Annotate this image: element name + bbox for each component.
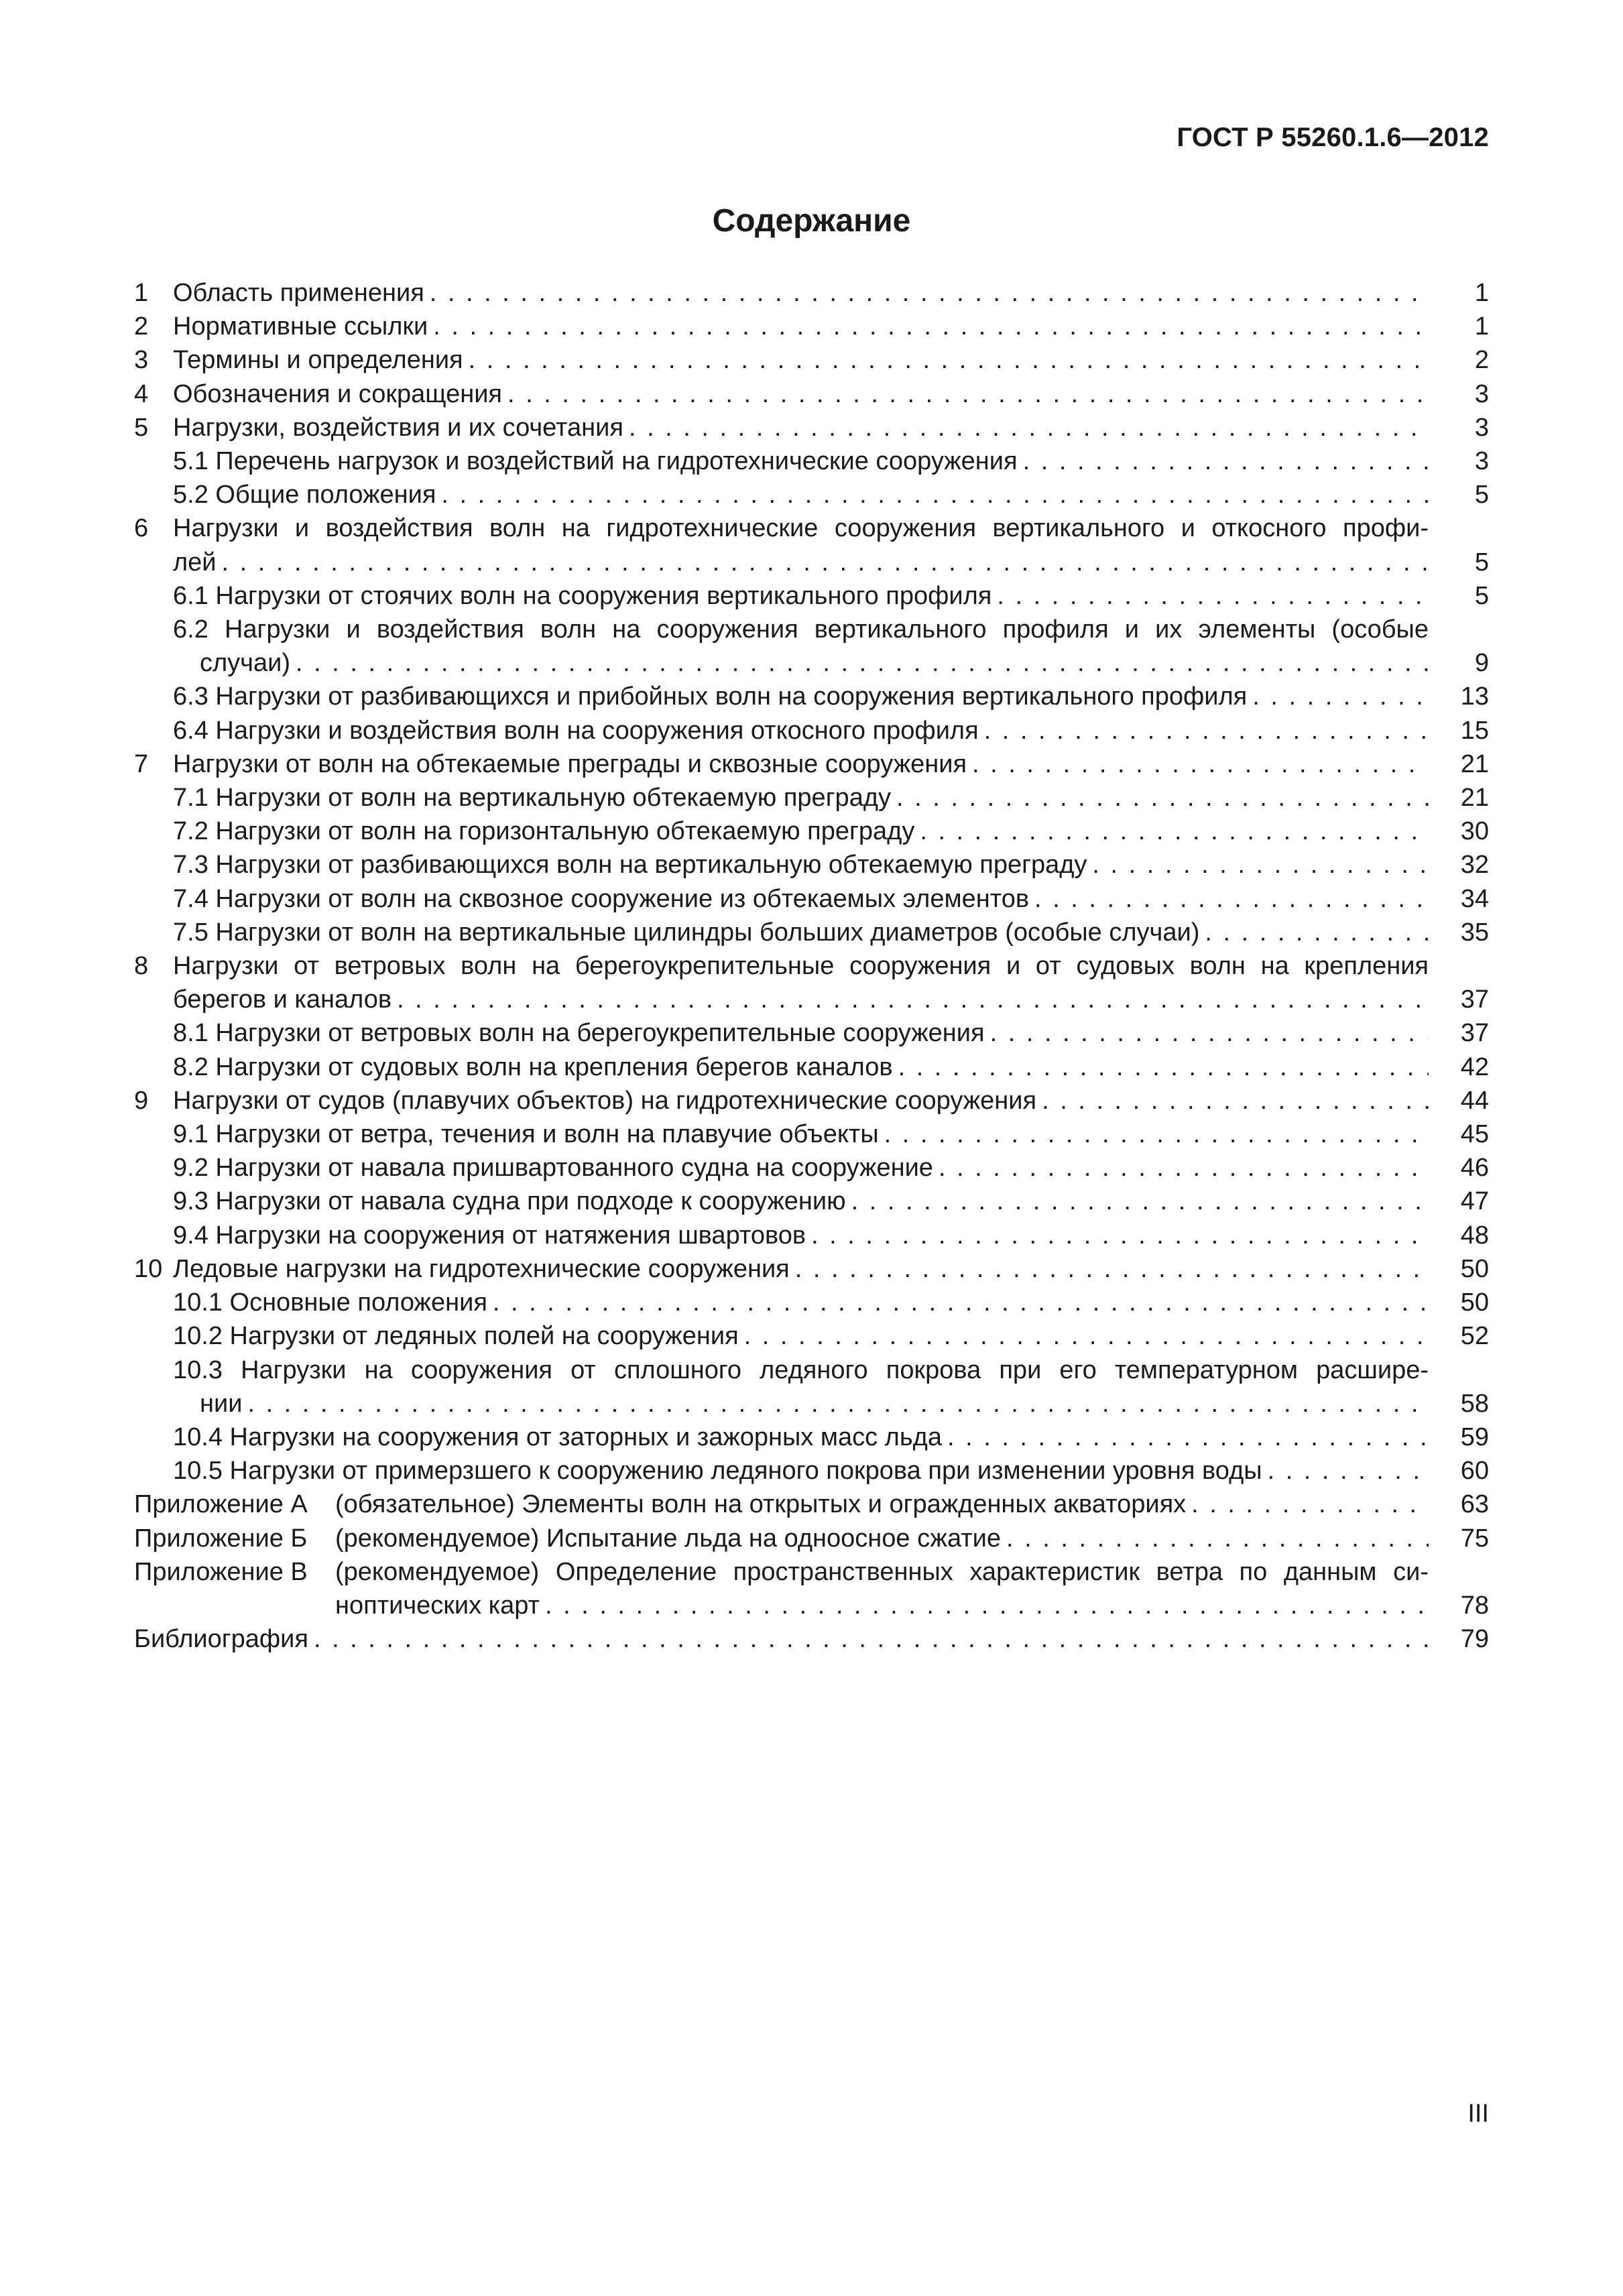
toc-page-number: 34	[1460, 884, 1489, 913]
toc-entry-title: 7.3 Нагрузки от разбивающихся волн на вертикальную обтекаемую преграду	[173, 851, 1087, 880]
toc-page-number: 79	[1460, 1625, 1489, 1654]
toc-dot-leader	[1018, 444, 1429, 478]
toc-dot-leader	[1029, 882, 1429, 916]
toc-dot-leader	[1036, 1084, 1429, 1117]
toc-entry-title: ноптических карт	[335, 1591, 540, 1620]
toc-entry-number: 8	[134, 952, 149, 981]
toc-entry[interactable]	[134, 1084, 1489, 1117]
toc-entry-title: 10.5 Нагрузки от примерзшего к сооружению ледяного покрова при изменении уровня воды	[173, 1457, 1262, 1486]
toc-entry-number: Приложение В	[134, 1557, 308, 1586]
toc-dot-leader	[1247, 680, 1429, 713]
toc-entry[interactable]	[134, 1353, 1489, 1421]
toc-dot-leader	[424, 276, 1429, 310]
toc-entry-title: Термины и определения	[173, 346, 463, 375]
toc-entry-number: Приложение А	[134, 1490, 308, 1519]
toc-page-number: 50	[1460, 1288, 1489, 1317]
page-number: III	[1467, 2100, 1489, 2128]
toc-entry[interactable]	[134, 1185, 1489, 1218]
toc-page-number: 13	[1460, 682, 1489, 711]
toc-dot-leader	[893, 1050, 1429, 1084]
toc-entry-number: 7	[134, 749, 149, 778]
toc-entry-title: Обозначения и сокращения	[173, 379, 503, 408]
toc-page-number: 46	[1460, 1154, 1489, 1183]
toc-entry-title: 9.1 Нагрузки от ветра, течения и волн на плавучие объекты	[173, 1120, 879, 1149]
toc-entry-text-line1: (рекомендуемое) Определение пространственных характеристик ветра по данным си-	[335, 1557, 1429, 1586]
document-id: ГОСТ Р 55260.1.6—2012	[1177, 123, 1489, 152]
toc-dot-leader	[428, 310, 1429, 343]
toc-dot-leader	[290, 646, 1429, 680]
toc-page-number: 1	[1474, 312, 1489, 341]
toc-page-number: 3	[1474, 379, 1489, 408]
toc-entry[interactable]	[134, 1522, 1489, 1555]
toc-entry-title: 6.4 Нагрузки и воздействия волн на сооружения откосного профиля	[173, 716, 979, 745]
toc-entry-number: 3	[134, 346, 149, 375]
toc-entry-title: Нормативные ссылки	[173, 312, 428, 341]
toc-entry-title: 5.2 Общие положения	[173, 481, 436, 509]
toc-dot-leader	[790, 1252, 1429, 1286]
toc-dot-leader	[914, 814, 1429, 848]
toc-page-number: 48	[1460, 1221, 1489, 1250]
toc-entry-title: 9.3 Нагрузки от навала судна при подходе к сооружению	[173, 1187, 846, 1216]
toc-dot-leader	[502, 377, 1429, 411]
table-of-contents	[134, 276, 1489, 1656]
toc-page-number: 45	[1460, 1120, 1489, 1149]
toc-dot-leader	[879, 1117, 1429, 1151]
toc-entry-title: 10.2 Нагрузки от ледяных полей на сооружения	[173, 1322, 739, 1351]
toc-entry[interactable]	[134, 1117, 1489, 1151]
toc-entry-title: 8.2 Нагрузки от судовых волн на крепления берегов каналов	[173, 1052, 893, 1081]
toc-dot-leader	[1087, 848, 1429, 882]
toc-entry-title: 7.5 Нагрузки от волн на вертикальные цилиндры больших диаметров (особые случаи)	[173, 918, 1200, 947]
toc-dot-leader	[1186, 1488, 1429, 1521]
toc-entry[interactable]	[134, 377, 1489, 411]
toc-dot-leader	[623, 411, 1429, 444]
toc-entry-title: 8.1 Нагрузки от ветровых волн на берегоукрепительные сооружения	[173, 1019, 985, 1048]
toc-dot-leader	[540, 1589, 1429, 1622]
toc-entry-title: 7.2 Нагрузки от волн на горизонтальную обтекаемую преграду	[173, 817, 915, 846]
toc-entry-text-line1: 10.3 Нагрузки на сооружения от сплошного ледяного покрова при его температурном расшире-	[173, 1355, 1429, 1384]
toc-entry-text-line1: Нагрузки и воздействия волн на гидротехнические сооружения вертикального и откосного профи-	[173, 514, 1429, 543]
toc-entry-title: Библиография	[134, 1625, 308, 1654]
toc-entry[interactable]	[134, 882, 1489, 916]
toc-entry-title: (рекомендуемое) Испытание льда на одноосное сжатие	[335, 1524, 1002, 1553]
toc-dot-leader	[806, 1219, 1429, 1252]
toc-entry-title: 6.1 Нагрузки от стоячих волн на сооружения вертикального профиля	[173, 581, 992, 610]
toc-entry-text-line1: Нагрузки от ветровых волн на берегоукрепительные сооружения и от судовых волн на крепления	[173, 952, 1429, 981]
toc-entry[interactable]	[134, 310, 1489, 343]
toc-entry[interactable]	[134, 411, 1489, 444]
toc-entry-title: 6.3 Нагрузки от разбивающихся и прибойных волн на сооружения вертикального профиля	[173, 682, 1248, 711]
toc-entry-title: Нагрузки от судов (плавучих объектов) на гидротехнические сооружения	[173, 1086, 1037, 1115]
toc-page-number: 5	[1474, 548, 1489, 577]
toc-entry[interactable]	[134, 613, 1489, 680]
toc-entry-title: 5.1 Перечень нагрузок и воздействий на гидротехнические сооружения	[173, 447, 1018, 476]
toc-page-number: 78	[1460, 1591, 1489, 1620]
toc-entry-title: Нагрузки, воздействия и их сочетания	[173, 413, 623, 442]
toc-entry[interactable]	[134, 511, 1489, 579]
toc-entry[interactable]	[134, 1219, 1489, 1252]
toc-dot-leader	[392, 983, 1429, 1016]
toc-page-number: 5	[1474, 481, 1489, 509]
toc-page-number: 1	[1474, 279, 1489, 307]
toc-page-number: 63	[1460, 1490, 1489, 1519]
toc-entry[interactable]	[134, 276, 1489, 310]
toc-page-number: 2	[1474, 346, 1489, 375]
toc-page-number: 75	[1460, 1524, 1489, 1553]
toc-page-number: 32	[1460, 851, 1489, 880]
toc-page-number: 47	[1460, 1187, 1489, 1216]
toc-page-number: 21	[1460, 784, 1489, 812]
toc-entry-title: 10.1 Основные положения	[173, 1288, 487, 1317]
toc-page-number: 37	[1460, 985, 1489, 1014]
toc-page-number: 15	[1460, 716, 1489, 745]
toc-dot-leader	[308, 1622, 1429, 1656]
toc-page-number: 21	[1460, 749, 1489, 778]
toc-page-number: 52	[1460, 1322, 1489, 1351]
toc-entry-number: 10	[134, 1254, 163, 1283]
toc-dot-leader	[846, 1185, 1429, 1218]
toc-page-number: 3	[1474, 447, 1489, 476]
toc-entry[interactable]	[134, 848, 1489, 882]
toc-dot-leader	[463, 343, 1429, 377]
toc-entry-title: нии	[200, 1389, 243, 1418]
toc-entry[interactable]	[134, 1050, 1489, 1084]
toc-entry-title: лей	[173, 548, 217, 577]
toc-entry[interactable]	[134, 949, 1489, 1016]
toc-dot-leader	[979, 714, 1429, 747]
toc-entry-title: 10.4 Нагрузки на сооружения от заторных и зажорных масс льда	[173, 1423, 942, 1451]
toc-entry[interactable]	[134, 1421, 1489, 1454]
toc-dot-leader	[985, 1016, 1429, 1050]
toc-entry-title: (обязательное) Элементы волн на открытых и огражденных акваториях	[335, 1490, 1187, 1519]
toc-entry[interactable]	[134, 1286, 1489, 1319]
toc-dot-leader	[739, 1319, 1429, 1353]
toc-entry-number: 5	[134, 413, 149, 442]
toc-entry[interactable]	[134, 714, 1489, 747]
toc-entry-title: Ледовые нагрузки на гидротехнические сооружения	[173, 1254, 790, 1283]
toc-page-number: 44	[1460, 1086, 1489, 1115]
toc-entry-title: 9.4 Нагрузки на сооружения от натяжения швартовов	[173, 1221, 806, 1250]
toc-entry[interactable]	[134, 1555, 1489, 1622]
toc-entry[interactable]	[134, 343, 1489, 377]
toc-entry-title: Нагрузки от волн на обтекаемые преграды и сквозные сооружения	[173, 749, 967, 778]
toc-page-number: 59	[1460, 1423, 1489, 1451]
toc-page-number: 42	[1460, 1052, 1489, 1081]
toc-dot-leader	[891, 781, 1429, 814]
toc-dot-leader	[436, 478, 1429, 511]
toc-page-number: 30	[1460, 817, 1489, 846]
toc-entry[interactable]	[134, 747, 1489, 781]
toc-entry[interactable]	[134, 1622, 1489, 1656]
toc-dot-leader	[1262, 1454, 1429, 1488]
toc-entry-number: Приложение Б	[134, 1524, 308, 1553]
toc-entry-number: 1	[134, 279, 149, 307]
toc-dot-leader	[933, 1151, 1429, 1185]
toc-page-number: 35	[1460, 918, 1489, 947]
toc-entry-title: 7.4 Нагрузки от волн на сквозное сооружение из обтекаемых элементов	[173, 884, 1030, 913]
toc-entry[interactable]	[134, 680, 1489, 713]
toc-entry-number: 9	[134, 1086, 149, 1115]
toc-entry-text-line1: 6.2 Нагрузки и воздействия волн на сооружения вертикального профиля и их элементы (особые	[173, 615, 1429, 644]
toc-page-number: 60	[1460, 1457, 1489, 1486]
toc-entry[interactable]	[134, 916, 1489, 949]
toc-entry[interactable]	[134, 1252, 1489, 1286]
toc-dot-leader	[217, 546, 1429, 579]
toc-entry[interactable]	[134, 478, 1489, 511]
toc-entry[interactable]	[134, 1488, 1489, 1521]
toc-page-number: 37	[1460, 1019, 1489, 1048]
toc-entry[interactable]	[134, 781, 1489, 814]
toc-dot-leader	[1001, 1522, 1429, 1555]
toc-entry[interactable]	[134, 1151, 1489, 1185]
toc-title: Содержание	[712, 203, 911, 239]
toc-dot-leader	[967, 747, 1429, 781]
toc-dot-leader	[487, 1286, 1429, 1319]
toc-entry[interactable]	[134, 1016, 1489, 1050]
toc-entry[interactable]	[134, 1454, 1489, 1488]
toc-entry-number: 4	[134, 379, 149, 408]
toc-entry[interactable]	[134, 444, 1489, 478]
toc-entry[interactable]	[134, 1319, 1489, 1353]
toc-entry-title: случаи)	[200, 649, 290, 678]
toc-dot-leader	[991, 579, 1429, 613]
toc-entry[interactable]	[134, 579, 1489, 613]
toc-dot-leader	[942, 1421, 1429, 1454]
toc-page-number: 3	[1474, 413, 1489, 442]
toc-page-number: 5	[1474, 581, 1489, 610]
toc-entry-title: берегов и каналов	[173, 985, 392, 1014]
toc-dot-leader	[242, 1387, 1429, 1421]
toc-page-number: 9	[1474, 649, 1489, 678]
toc-entry-title: Область применения	[173, 279, 424, 307]
toc-entry-title: 9.2 Нагрузки от навала пришвартованного судна на сооружение	[173, 1154, 933, 1183]
toc-entry-number: 2	[134, 312, 149, 341]
toc-entry-title: 7.1 Нагрузки от волн на вертикальную обтекаемую преграду	[173, 784, 891, 812]
toc-page-number: 50	[1460, 1254, 1489, 1283]
toc-dot-leader	[1199, 916, 1429, 949]
toc-entry-number: 6	[134, 514, 149, 543]
toc-page-number: 58	[1460, 1389, 1489, 1418]
toc-entry[interactable]	[134, 814, 1489, 848]
